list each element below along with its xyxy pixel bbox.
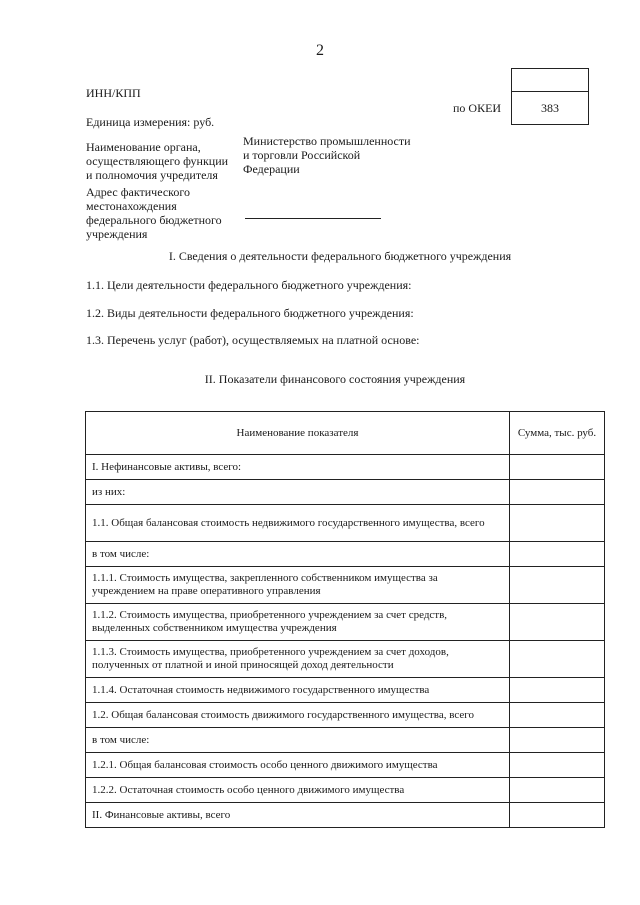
indicator-cell: из них: [86,480,510,505]
table-row [86,480,605,505]
indicator-cell: 1.1.1. Стоимость имущества, закрепленного собственником имущества за учреждением на праве оперативного управления [86,567,510,604]
indicator-cell: 1.1. Общая балансовая стоимость недвижимого государственного имущества, всего [86,505,510,542]
indicator-cell: II. Финансовые активы, всего [86,803,510,828]
section-1-item-activities: 1.2. Виды деятельности федерального бюджетного учреждения: [86,306,414,320]
indicator-cell: 1.1.3. Стоимость имущества, приобретенного учреждением за счет доходов, полученных от платной и иной приносящей доход деятельности [86,641,510,678]
section-1-item-goals: 1.1. Цели деятельности федерального бюджетного учреждения: [86,278,412,292]
amount-cell [510,703,605,728]
indicator-cell: 1.2. Общая балансовая стоимость движимого государственного имущества, всего [86,703,510,728]
table-row [86,567,605,604]
table-row [86,753,605,778]
okei-label: по ОКЕИ [453,101,502,115]
amount-cell [510,803,605,828]
indicator-cell: в том числе: [86,542,510,567]
table-header-row [86,412,605,455]
amount-cell [510,641,605,678]
indicator-cell: 1.2.2. Остаточная стоимость особо ценного движимого имущества [86,778,510,803]
section-2-title: II. Показатели финансового состояния учреждения [204,372,466,386]
indicator-cell: 1.1.2. Стоимость имущества, приобретенного учреждением за счет средств, выделенных собственником имущества учреждения [86,604,510,641]
address-blank-line [245,218,381,219]
okei-code-box [511,68,589,125]
address-label: Адрес фактического местонахождения федерального бюджетного учреждения [86,185,222,241]
table-row [86,678,605,703]
indicator-cell: 1.2.1. Общая балансовая стоимость особо ценного движимого имущества [86,753,510,778]
table-row [86,728,605,753]
amount-cell [510,753,605,778]
indicator-cell: в том числе: [86,728,510,753]
section-1-item-paid-services: 1.3. Перечень услуг (работ), осуществляемых на платной основе: [86,333,420,347]
table-row [86,542,605,567]
financial-indicators-table [85,411,605,828]
column-header-indicator: Наименование показателя [86,412,510,455]
table-row [86,703,605,728]
founder-organ-value: Министерство промышленности и торговли Российской Федерации [243,134,411,176]
okei-code-header-cell [512,69,588,92]
amount-cell [510,604,605,641]
column-header-amount: Сумма, тыс. руб. [510,412,605,455]
indicator-cell: I. Нефинансовые активы, всего: [86,455,510,480]
amount-cell [510,455,605,480]
okei-code-value: 383 [541,101,559,115]
amount-cell [510,567,605,604]
inn-kpp-label: ИНН/КПП [86,86,141,100]
table-row [86,778,605,803]
indicator-cell: 1.1.4. Остаточная стоимость недвижимого государственного имущества [86,678,510,703]
amount-cell [510,778,605,803]
table-row [86,803,605,828]
table-row [86,505,605,542]
amount-cell [510,542,605,567]
unit-of-measure-label: Единица измерения: руб. [86,115,215,129]
page-number: 2 [316,42,324,59]
founder-organ-label: Наименование органа, осуществляющего функции и полномочия учредителя [86,140,229,182]
amount-cell [510,728,605,753]
amount-cell [510,678,605,703]
table-row [86,641,605,678]
amount-cell [510,480,605,505]
amount-cell [510,505,605,542]
section-1-title: I. Сведения о деятельности федерального бюджетного учреждения [168,249,512,263]
table-row [86,604,605,641]
table-row [86,455,605,480]
